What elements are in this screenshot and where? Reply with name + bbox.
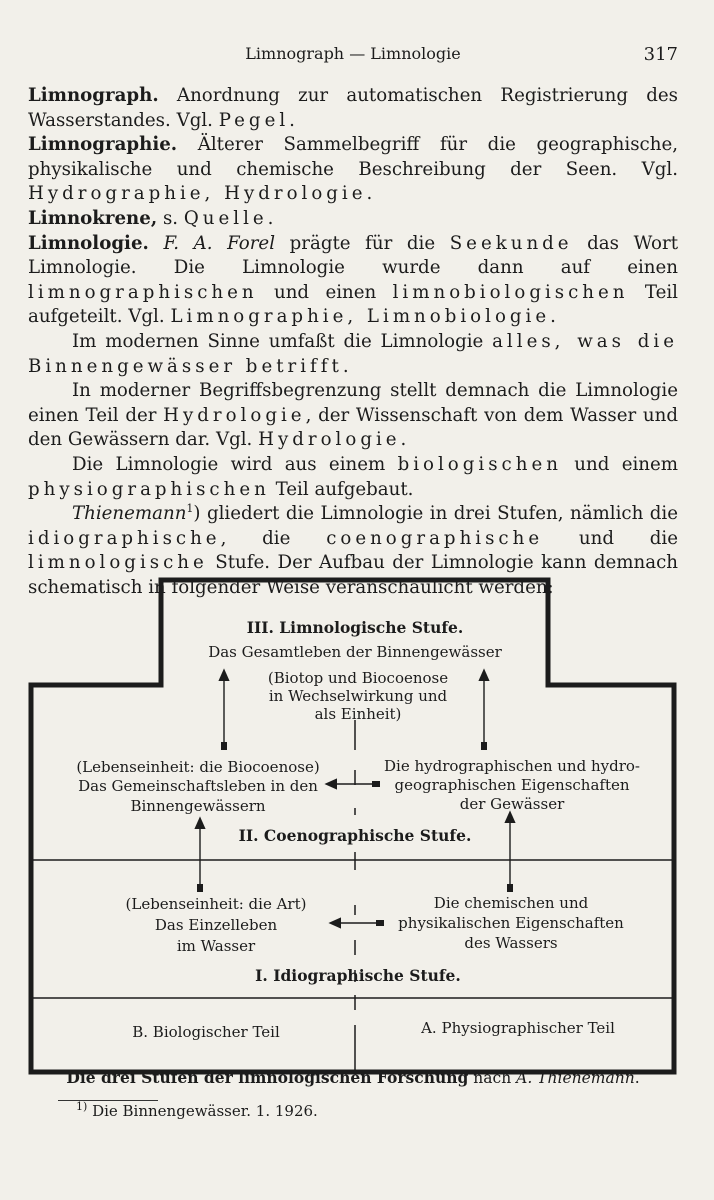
entry-term: Limnograph.: [28, 85, 159, 106]
phys-stage1-line2: physikalischen Eigenschaften: [398, 914, 624, 932]
entry-text: das Wort Limnologie. Die Limnologie wurde dann auf einen: [28, 232, 679, 279]
spaced-term: biologischen: [397, 453, 562, 475]
paragraph-text: , die: [220, 527, 327, 549]
paragraph-text: Teil aufgebaut.: [269, 478, 414, 500]
page-number: 317: [643, 44, 678, 65]
author-name: Thienemann: [72, 503, 187, 525]
bio-stage2-line2: Das Gemeinschaftsleben in den: [78, 777, 318, 795]
footnote-rule: [58, 1100, 158, 1101]
entry-text: prägte für die: [275, 232, 450, 254]
footnote: [76, 1102, 318, 1120]
header-title: Limnograph — Limnologie: [245, 44, 461, 63]
body-text: [28, 84, 678, 600]
phys-stage2-line3: der Gewässer: [459, 795, 565, 813]
entry-limnographie: [28, 133, 678, 207]
book-page: [28, 0, 686, 1200]
phys-stage2-line1: Die hydrographischen und hydro-: [384, 757, 640, 775]
caption-author: A. Thienemann: [516, 1069, 635, 1087]
cross-reference: Hydrographie, Hydrologie: [28, 183, 367, 205]
entry-text: s.: [157, 207, 184, 229]
bio-stage2-line3: Binnengewässern: [130, 797, 266, 815]
paragraph-text: und einem: [561, 453, 678, 475]
stage3-note-line2: in Wechselwirkung und: [268, 687, 448, 705]
entry-text: Anordnung zur automatischen Registrierung des Wasserstandes. Vgl.: [28, 85, 678, 131]
footnote-mark: 1): [76, 1100, 88, 1113]
entry-limnologie: [28, 232, 678, 330]
stage3-title: III. Limnologische Stufe.: [246, 618, 464, 637]
caption-bold: Die drei Stufen der limnologischen Forschung: [66, 1068, 469, 1087]
phys-stage1-line3: des Wassers: [464, 934, 558, 952]
entry-end: .: [289, 109, 295, 131]
stage2-title: II. Coenographische Stufe.: [238, 826, 472, 845]
spaced-term: limnologische: [28, 552, 208, 574]
paragraph-text: ) gliedert die Limnologie in drei Stufen, nämlich die: [193, 503, 678, 525]
entry-term: Limnokrene,: [28, 207, 158, 229]
part-a-label: A. Physiographischer Teil: [421, 1019, 615, 1037]
paragraph-end: .: [400, 429, 407, 451]
entry-end: .: [267, 207, 274, 229]
phys-stage1-line1: Die chemischen und: [433, 894, 589, 912]
entry-end: .: [366, 183, 373, 205]
stage3-note-line3: als Einheit): [314, 705, 402, 723]
entry-term: Limnographie.: [28, 134, 178, 156]
bio-stage1-line1: (Lebenseinheit: die Art): [125, 895, 307, 913]
stages-diagram: [28, 570, 686, 1080]
spaced-term: physiographischen: [28, 478, 270, 500]
spaced-term: limnographischen: [28, 281, 258, 303]
bio-stage2-line1: (Lebenseinheit: die Biocoenose): [76, 758, 320, 776]
cross-reference: Pegel: [218, 109, 290, 131]
stage1-title: I. Idiographische Stufe.: [255, 966, 461, 985]
spaced-term: alles, was die Binnengewässer betrifft: [28, 330, 678, 377]
entry-limnokrene: [28, 207, 678, 232]
paragraph-text: , der Wissenschaft von dem Wasser und den Gewässern dar. Vgl.: [28, 404, 678, 451]
paragraph-text: und die: [543, 527, 678, 549]
phys-stage2-line2: geographischen Eigenschaften: [394, 776, 630, 794]
footnote-text: Die Binnengewässer. 1. 1926.: [87, 1102, 318, 1120]
caption-end: .: [634, 1069, 640, 1087]
stage3-note-line1: (Biotop und Biocoenose: [267, 669, 449, 687]
entry-end: .: [550, 306, 556, 328]
spaced-term: Seekunde: [449, 232, 573, 254]
figure-caption: [28, 1068, 678, 1087]
paragraph-text: Stufe. Der Aufbau der Limnologie kann demnach schematisch in folgender Weise veranschaulicht werden:: [28, 552, 678, 598]
entry-text: Teil aufgeteilt. Vgl.: [28, 281, 678, 328]
spaced-term: Hydrologie: [163, 404, 306, 426]
spaced-term: limnobiologischen: [392, 281, 629, 303]
part-b-label: B. Biologischer Teil: [132, 1023, 280, 1041]
paragraph-text: In moderner Begriffsbegrenzung stellt demnach die Limnologie einen Teil der: [28, 380, 678, 426]
entry-text: und einen: [257, 281, 393, 303]
entry-term: Limnologie.: [28, 232, 149, 254]
cross-reference: Limnographie, Limnobiologie: [170, 306, 551, 328]
spaced-term: idiographische: [28, 527, 221, 549]
paragraph-3: [28, 379, 678, 453]
entry-text: Älterer Sammelbegriff für die geographische, physikalische und chemische Beschreibung der Seen. Vgl.: [28, 134, 678, 180]
paragraph-2: [28, 330, 678, 379]
caption-text: nach: [468, 1069, 517, 1087]
running-header: [28, 44, 678, 68]
paragraph-4: [28, 453, 678, 502]
author-name: F. A. Forel: [148, 232, 276, 254]
paragraph-text: Die Limnologie wird aus einem: [72, 453, 398, 475]
cross-reference: Hydrologie: [258, 429, 401, 451]
spaced-term: coenographische: [326, 527, 544, 549]
paragraph-end: .: [342, 355, 349, 377]
bio-stage1-line2: Das Einzelleben: [154, 916, 278, 934]
entry-limnograph: [28, 84, 678, 133]
stage3-subtitle: Das Gesamtleben der Binnengewässer: [208, 643, 502, 661]
footnote-marker: 1: [186, 502, 194, 516]
bio-stage1-line3: im Wasser: [176, 937, 256, 955]
paragraph-text: Im modernen Sinne umfaßt die Limnologie: [72, 330, 493, 352]
cross-reference: Quelle: [183, 207, 268, 229]
